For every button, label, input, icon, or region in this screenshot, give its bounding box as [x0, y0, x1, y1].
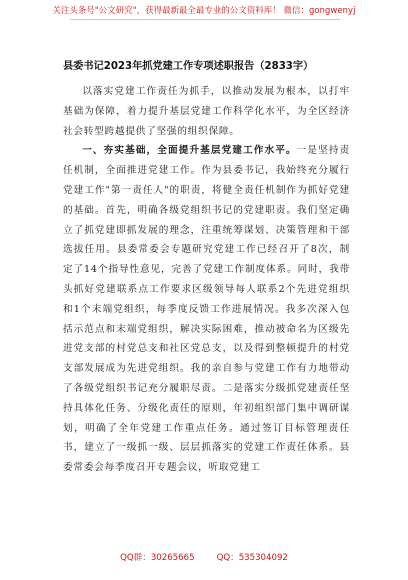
qq-label: QQ： [216, 553, 239, 563]
section-1-body: 一是坚持责任机制，全面推进党建工作。作为县委书记，我始终充分履行党建工作"第一责任人"的职责，将健全责任机制作为抓好党建的基础。首先，明确各级党组织书记的党建职责。我们坚定确立了抓党建即抓发展的理念，注重统筹谋划、决策管理和干部选拔任用。县委常委会专题研究党建工作已经召开了8次，制定了14个指导性意见，完善了党建工作制度体系。同时，我带头抓好党建联系点工作要求区级领导每人联系2个先进党组织和1个末端党组织，每季度反馈工作进展情况。我多次深入包括示范点和末端党组织，解决实际困难，推动被命名为区级先进党支部的村党总支和社区党总支，以及得到整顿提升的村党支部发展成为先进党组织。我的亲自参与党建工作有力地带动了各级党组织书记充分履职尽责。二是落实分级抓党建责任坚持具体化任务、分级化责任的原则，年初组织部门集中调研谋划，明确了全年党建工作重点任务。通过签订目标管理责任书，建立了一级抓一级、层层抓落实的党建工作责任体系。县委常委会每季度召开专题会议，听取党建工 [63, 145, 350, 474]
qq-number: 535304092 [238, 553, 288, 563]
document-body [63, 58, 350, 478]
section-1-paragraph [63, 141, 350, 478]
section-1-heading: 一、夯实基础，全面提升基层党建工作水平。 [82, 145, 297, 157]
qq-group-label: QQ群： [120, 553, 151, 563]
intro-paragraph: 以落实党建工作责任为抓手，以推动发展为根本，以打牢基础为保障，着力提升基层党建工作科学化水平，为全区经济社会转型跨越提供了坚强的组织保障。 [63, 86, 350, 137]
footer-contact [0, 551, 408, 563]
document-title: 县委书记2023年抓党建工作专项述职报告（2833字） [63, 61, 314, 72]
qq-group-number: 30265665 [150, 553, 195, 563]
header-promo-banner: 关注头条号"公文研究"，获得最新最全最专业的公文资料库！ 微信：gongwenyj [52, 5, 356, 15]
header-divider [70, 19, 340, 20]
